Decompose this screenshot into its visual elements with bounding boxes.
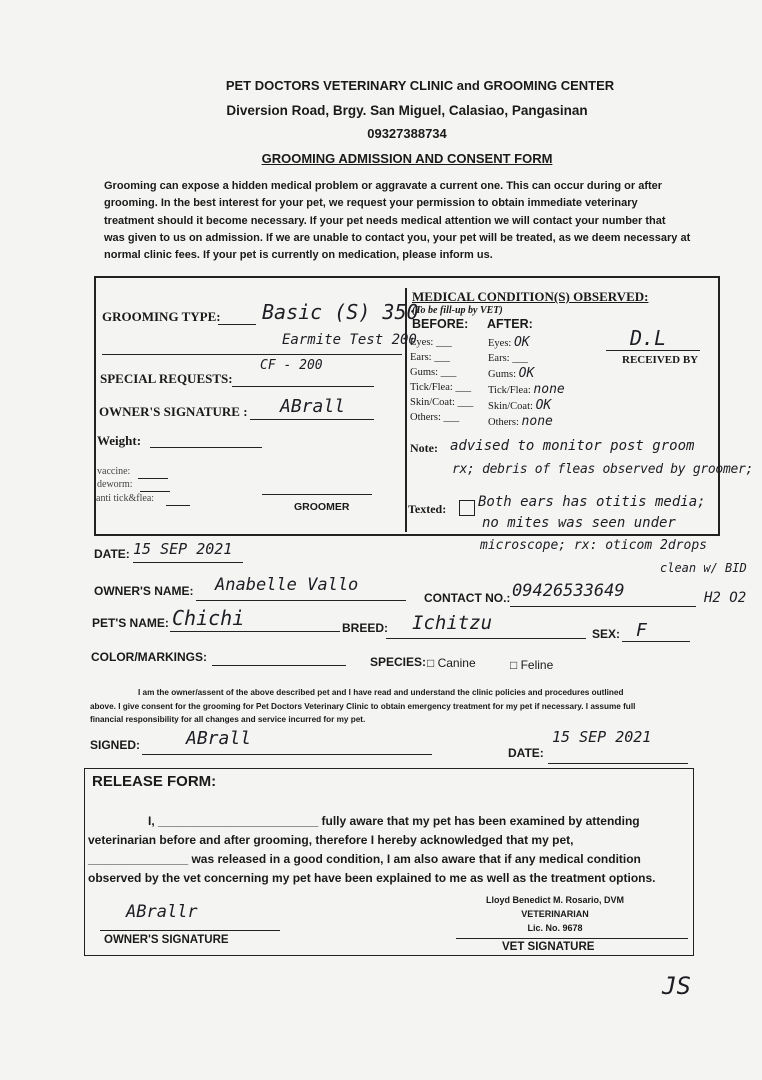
intro-paragraph: [104, 178, 714, 264]
texted-line-3: microscope; rx: oticom 2drops: [480, 538, 707, 553]
texted-line-4: clean w/ BID: [660, 561, 747, 575]
received-by-value: D.L: [630, 326, 667, 350]
owner-signature-label: OWNER'S SIGNATURE :: [99, 404, 248, 419]
contact-label: CONTACT NO.:: [424, 591, 511, 605]
consent-line: above. I give consent for the grooming for Pet Doctors Veterinary Clinic to obtain emergency treatment for my pet if necessary. I assume full: [90, 701, 636, 711]
species-label: SPECIES:: [370, 655, 427, 669]
intro-line: grooming. In the best interest for your pet, we request your permission to obtain immediate veterinary: [104, 197, 638, 210]
color-markings-line: [212, 665, 346, 666]
contact-value: 09426533649: [512, 581, 625, 601]
release-paragraph: [88, 812, 688, 888]
release-owner-signature-value: ABrallr: [126, 902, 198, 922]
note-line-2: rx; debris of fleas observed by groomer;: [452, 462, 754, 477]
canine-checkbox[interactable]: □ Canine: [427, 656, 476, 670]
date-line: [133, 562, 243, 563]
clinic-phone: 09327388734: [367, 126, 447, 141]
before-row: Eyes: ___: [410, 337, 452, 348]
after-row: Others: none: [488, 414, 553, 429]
after-row: Gums: OK: [488, 366, 535, 381]
signed-line: [142, 754, 432, 755]
owner-name-line: [196, 600, 406, 601]
note-label: Note:: [410, 441, 438, 455]
texted-line-5: H2 O2: [704, 590, 747, 606]
consent-line: I am the owner/assent of the above described pet and I have read and understand the clinic policies and procedures outlined: [138, 688, 624, 697]
sex-value: F: [636, 620, 647, 641]
texted-line-2: no mites was seen under: [482, 515, 676, 531]
breed-label: BREED:: [342, 621, 389, 635]
date-label: DATE:: [94, 547, 130, 561]
grooming-type-value3: CF - 200: [260, 358, 323, 373]
anti-tick-label: anti tick&flea:: [96, 493, 155, 504]
intro-line: normal clinic fees. If your pet is currently on medication, please inform us.: [104, 249, 493, 262]
after-list: [488, 335, 565, 430]
medical-title: MEDICAL CONDITION(S) OBSERVED:: [412, 289, 649, 304]
after-row: Tick/Flea: none: [488, 382, 565, 397]
vaccine-label: vaccine:: [97, 466, 131, 477]
contact-line: [510, 606, 696, 607]
release-owner-signature-line: [100, 930, 280, 931]
breed-line: [386, 638, 586, 639]
received-by-line: [606, 350, 700, 351]
signed-value: ABrall: [186, 728, 252, 749]
special-requests-label: SPECIAL REQUESTS:: [100, 371, 233, 386]
grooming-type-value2: Earmite Test 200: [282, 332, 417, 348]
release-line: observed by the vet concerning my pet have been explained to me as well as the treatment options.: [88, 871, 656, 885]
before-row: Tick/Flea: ___: [410, 382, 472, 393]
feline-label: Feline: [520, 658, 554, 672]
before-row: Skin/Coat: ___: [410, 397, 474, 408]
before-row: Gums: ___: [410, 367, 457, 378]
deworm-label: deworm:: [97, 479, 133, 490]
sex-line: [622, 641, 690, 642]
owner-signature-value: ABrall: [280, 396, 346, 417]
texted-line-1: Both ears has otitis media;: [478, 494, 706, 510]
vet-stamp: [470, 893, 640, 935]
after-row: Ears: ___: [488, 353, 528, 364]
weight-line: [150, 447, 262, 448]
before-list: [410, 335, 473, 425]
clinic-address: Diversion Road, Brgy. San Miguel, Calasiao, Pangasinan: [226, 103, 588, 118]
vet-signature-line: [456, 938, 688, 939]
weight-label: Weight:: [97, 433, 142, 448]
grooming-extra-line: [102, 354, 402, 355]
canine-label: Canine: [437, 656, 476, 670]
signed-label: SIGNED:: [90, 738, 141, 752]
before-row: Ears: ___: [410, 352, 450, 363]
vet-license: Lic. No. 9678: [527, 923, 583, 933]
date-value: 15 SEP 2021: [133, 540, 233, 558]
anti-tick-line: [166, 505, 190, 506]
owner-signature-line: [250, 419, 374, 420]
release-owner-signature-label: OWNER'S SIGNATURE: [104, 934, 229, 946]
release-line: I, ________________________ fully aware that my pet has been examined by attending: [148, 814, 640, 828]
after-row: Skin/Coat: OK: [488, 398, 552, 413]
intro-line: was given to us on admission. If we are unable to contact you, your pet will be treated, as we deem necessary at: [104, 231, 691, 244]
vet-title: VETERINARIAN: [521, 909, 589, 919]
groomer-label: GROOMER: [294, 501, 350, 513]
pet-name-line: [170, 631, 340, 632]
release-title: RELEASE FORM:: [92, 773, 217, 790]
deworm-line: [140, 491, 170, 492]
vet-name: Lloyd Benedict M. Rosario, DVM: [485, 895, 624, 905]
before-row: Others: ___: [410, 412, 460, 423]
owner-name-label: OWNER'S NAME:: [94, 584, 194, 598]
breed-value: Ichitzu: [412, 612, 493, 634]
consent-date-line: [548, 763, 688, 764]
consent-line: financial responsibility for all changes and service incurred for my pet.: [90, 715, 366, 724]
grooming-type-value: Basic (S) 350: [262, 300, 419, 324]
intro-line: Grooming can expose a hidden medical problem or aggravate a current one. This can occur during or after: [104, 180, 663, 192]
received-by-label: RECEIVED BY: [622, 354, 699, 366]
box-divider: [405, 288, 407, 532]
after-row: Eyes: OK: [488, 335, 530, 350]
sex-label: SEX:: [592, 627, 621, 641]
note-line-1: advised to monitor post groom: [450, 438, 695, 454]
owner-name-value: Anabelle Vallo: [215, 575, 359, 595]
pet-name-label: PET'S NAME:: [92, 616, 169, 630]
intro-line: treatment should it become necessary. If your pet needs medical attention we will contact your number that: [104, 214, 666, 227]
vaccine-line: [138, 478, 168, 479]
feline-checkbox[interactable]: □ Feline: [510, 658, 554, 672]
initials: JS: [662, 972, 691, 1000]
grooming-type-line: [218, 324, 256, 325]
consent-date-value: 15 SEP 2021: [552, 728, 652, 746]
special-requests-line: [232, 386, 374, 387]
release-line: _______________ was released in a good condition, I am also aware that if any medical condition: [88, 852, 641, 866]
medical-subtitle: (To be fill-up by VET): [412, 305, 503, 316]
after-label: AFTER:: [487, 317, 533, 331]
pet-name-value: Chichi: [172, 606, 245, 630]
before-label: BEFORE:: [412, 317, 469, 331]
release-line: veterinarian before and after grooming, therefore I hereby acknowledged that my pet,: [88, 833, 574, 847]
consent-paragraph: [90, 686, 702, 727]
grooming-type-label: GROOMING TYPE:: [102, 309, 221, 324]
texted-label: Texted:: [408, 502, 447, 516]
form-title: GROOMING ADMISSION AND CONSENT FORM: [261, 151, 553, 166]
consent-date-label: DATE:: [508, 746, 544, 760]
texted-checkbox[interactable]: [459, 500, 475, 516]
color-markings-label: COLOR/MARKINGS:: [91, 650, 207, 664]
vet-signature-label: VET SIGNATURE: [502, 941, 595, 953]
clinic-name: PET DOCTORS VETERINARY CLINIC and GROOMING CENTER: [225, 78, 615, 93]
groomer-line: [262, 494, 372, 495]
